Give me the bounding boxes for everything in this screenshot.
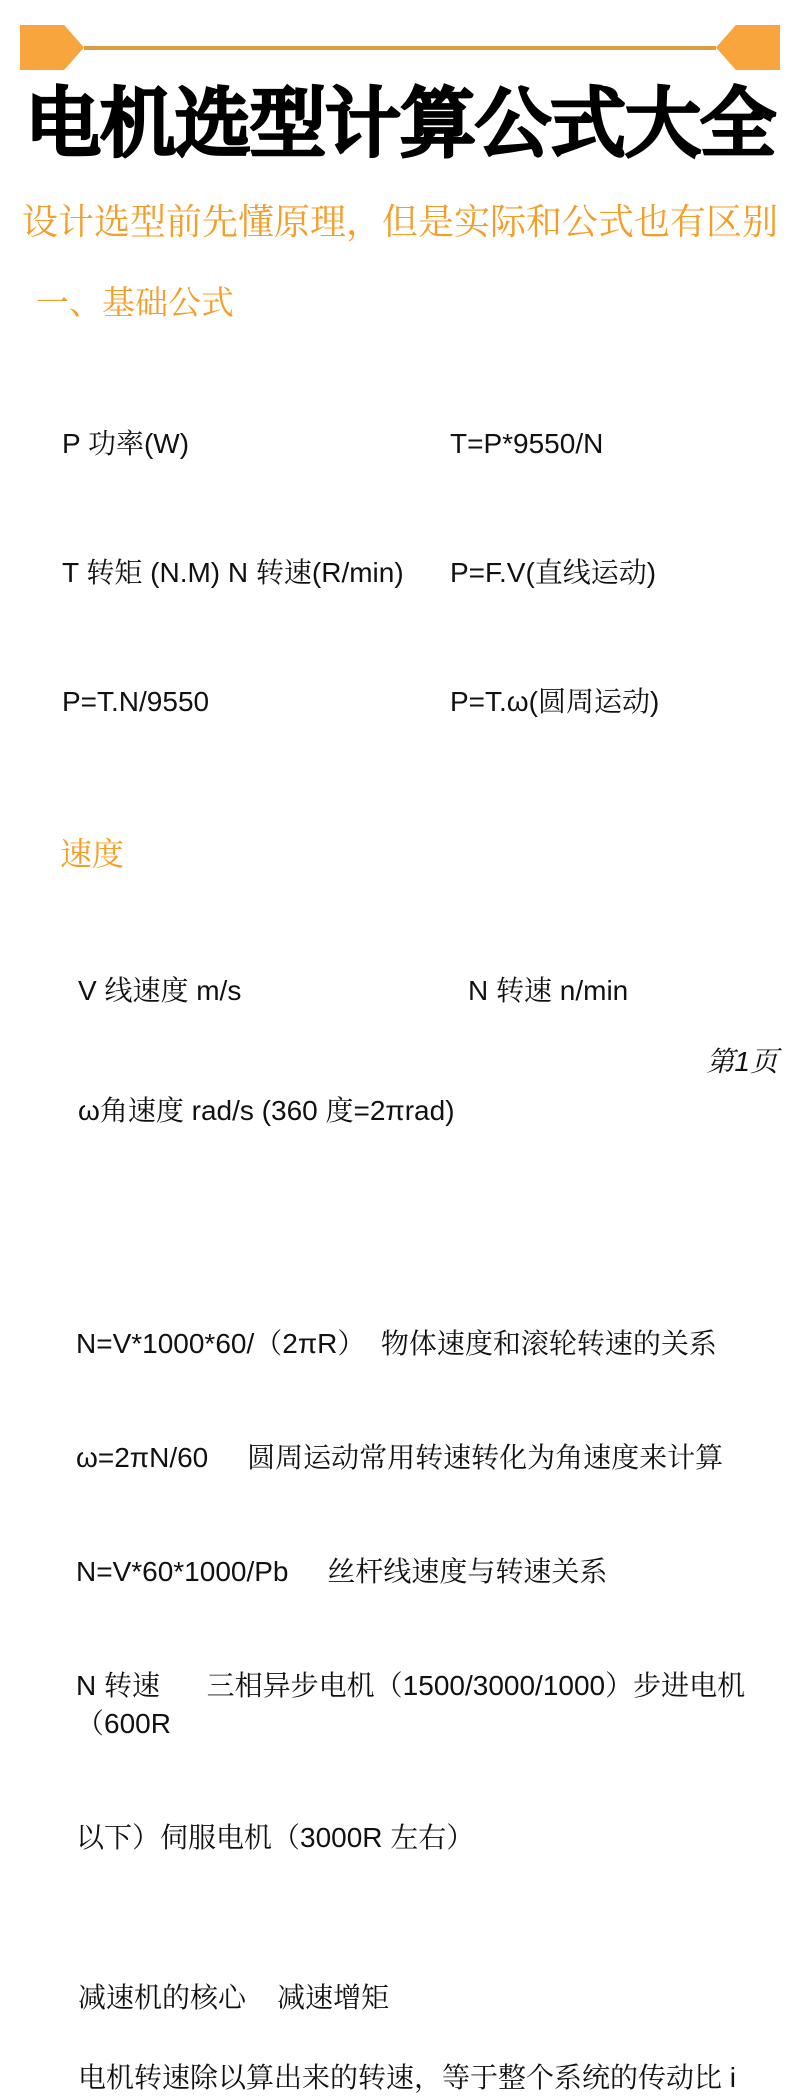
basic-formulas-left-column	[62, 336, 450, 809]
page-subtitle: 设计选型前先懂原理，但是实际和公式也有区别	[21, 200, 778, 242]
formula-line: T=P*9550/N	[450, 427, 604, 459]
section-heading-basic-formulas: 一、基础公式	[36, 283, 234, 321]
formula-line: T 转矩 (N.M) N 转速(R/min)	[62, 556, 404, 588]
page-title: 电机选型计算公式大全	[25, 82, 775, 167]
speed-formulas-block	[76, 1249, 800, 1933]
left-arrow-cap-shape	[20, 25, 84, 70]
speed-def-linear: V 线速度 m/s	[78, 974, 242, 1006]
formula-line: ω=2πN/60 圆周运动常用转速转化为角速度来计算	[76, 1441, 724, 1473]
formula-line: P=T.N/9550	[62, 685, 210, 717]
speed-def-angular: ω角速度 rad/s (360 度=2πrad)	[78, 1094, 455, 1126]
formula-line: P=F.V(直线运动)	[450, 556, 657, 588]
reducer-note: 减速机的核心 减速增矩	[78, 1981, 390, 2013]
speed-definition-row	[78, 971, 800, 1011]
page-number: 第1页	[706, 1046, 778, 1077]
speed-def-rotation: N 转速 n/min	[468, 974, 629, 1006]
formula-line: N 转速 三相异步电机（1500/3000/1000）步进电机（600R	[76, 1669, 746, 1739]
formula-line: N=V*1000*60/（2πR） 物体速度和滚轮转速的关系	[76, 1327, 717, 1359]
formula-line: P 功率(W)	[62, 427, 190, 459]
header-decoration	[20, 25, 780, 70]
speed-definitions-block	[78, 891, 800, 1211]
header-rule-line	[84, 46, 716, 50]
transmission-ratio-note: 电机转速除以算出来的转速，等于整个系统的传动比 i	[78, 2061, 737, 2093]
basic-formulas-block	[62, 336, 800, 809]
section-heading-speed: 速度	[60, 835, 125, 872]
formula-line: 以下）伺服电机（3000R 左右）	[76, 1821, 475, 1853]
basic-formulas-right-column	[450, 336, 800, 809]
right-arrow-cap-shape	[716, 25, 780, 70]
document-page	[0, 25, 800, 2093]
formula-line: N=V*60*1000/Pb 丝杆线速度与转速关系	[76, 1555, 608, 1587]
formula-line: P=T.ω(圆周运动)	[450, 685, 660, 717]
